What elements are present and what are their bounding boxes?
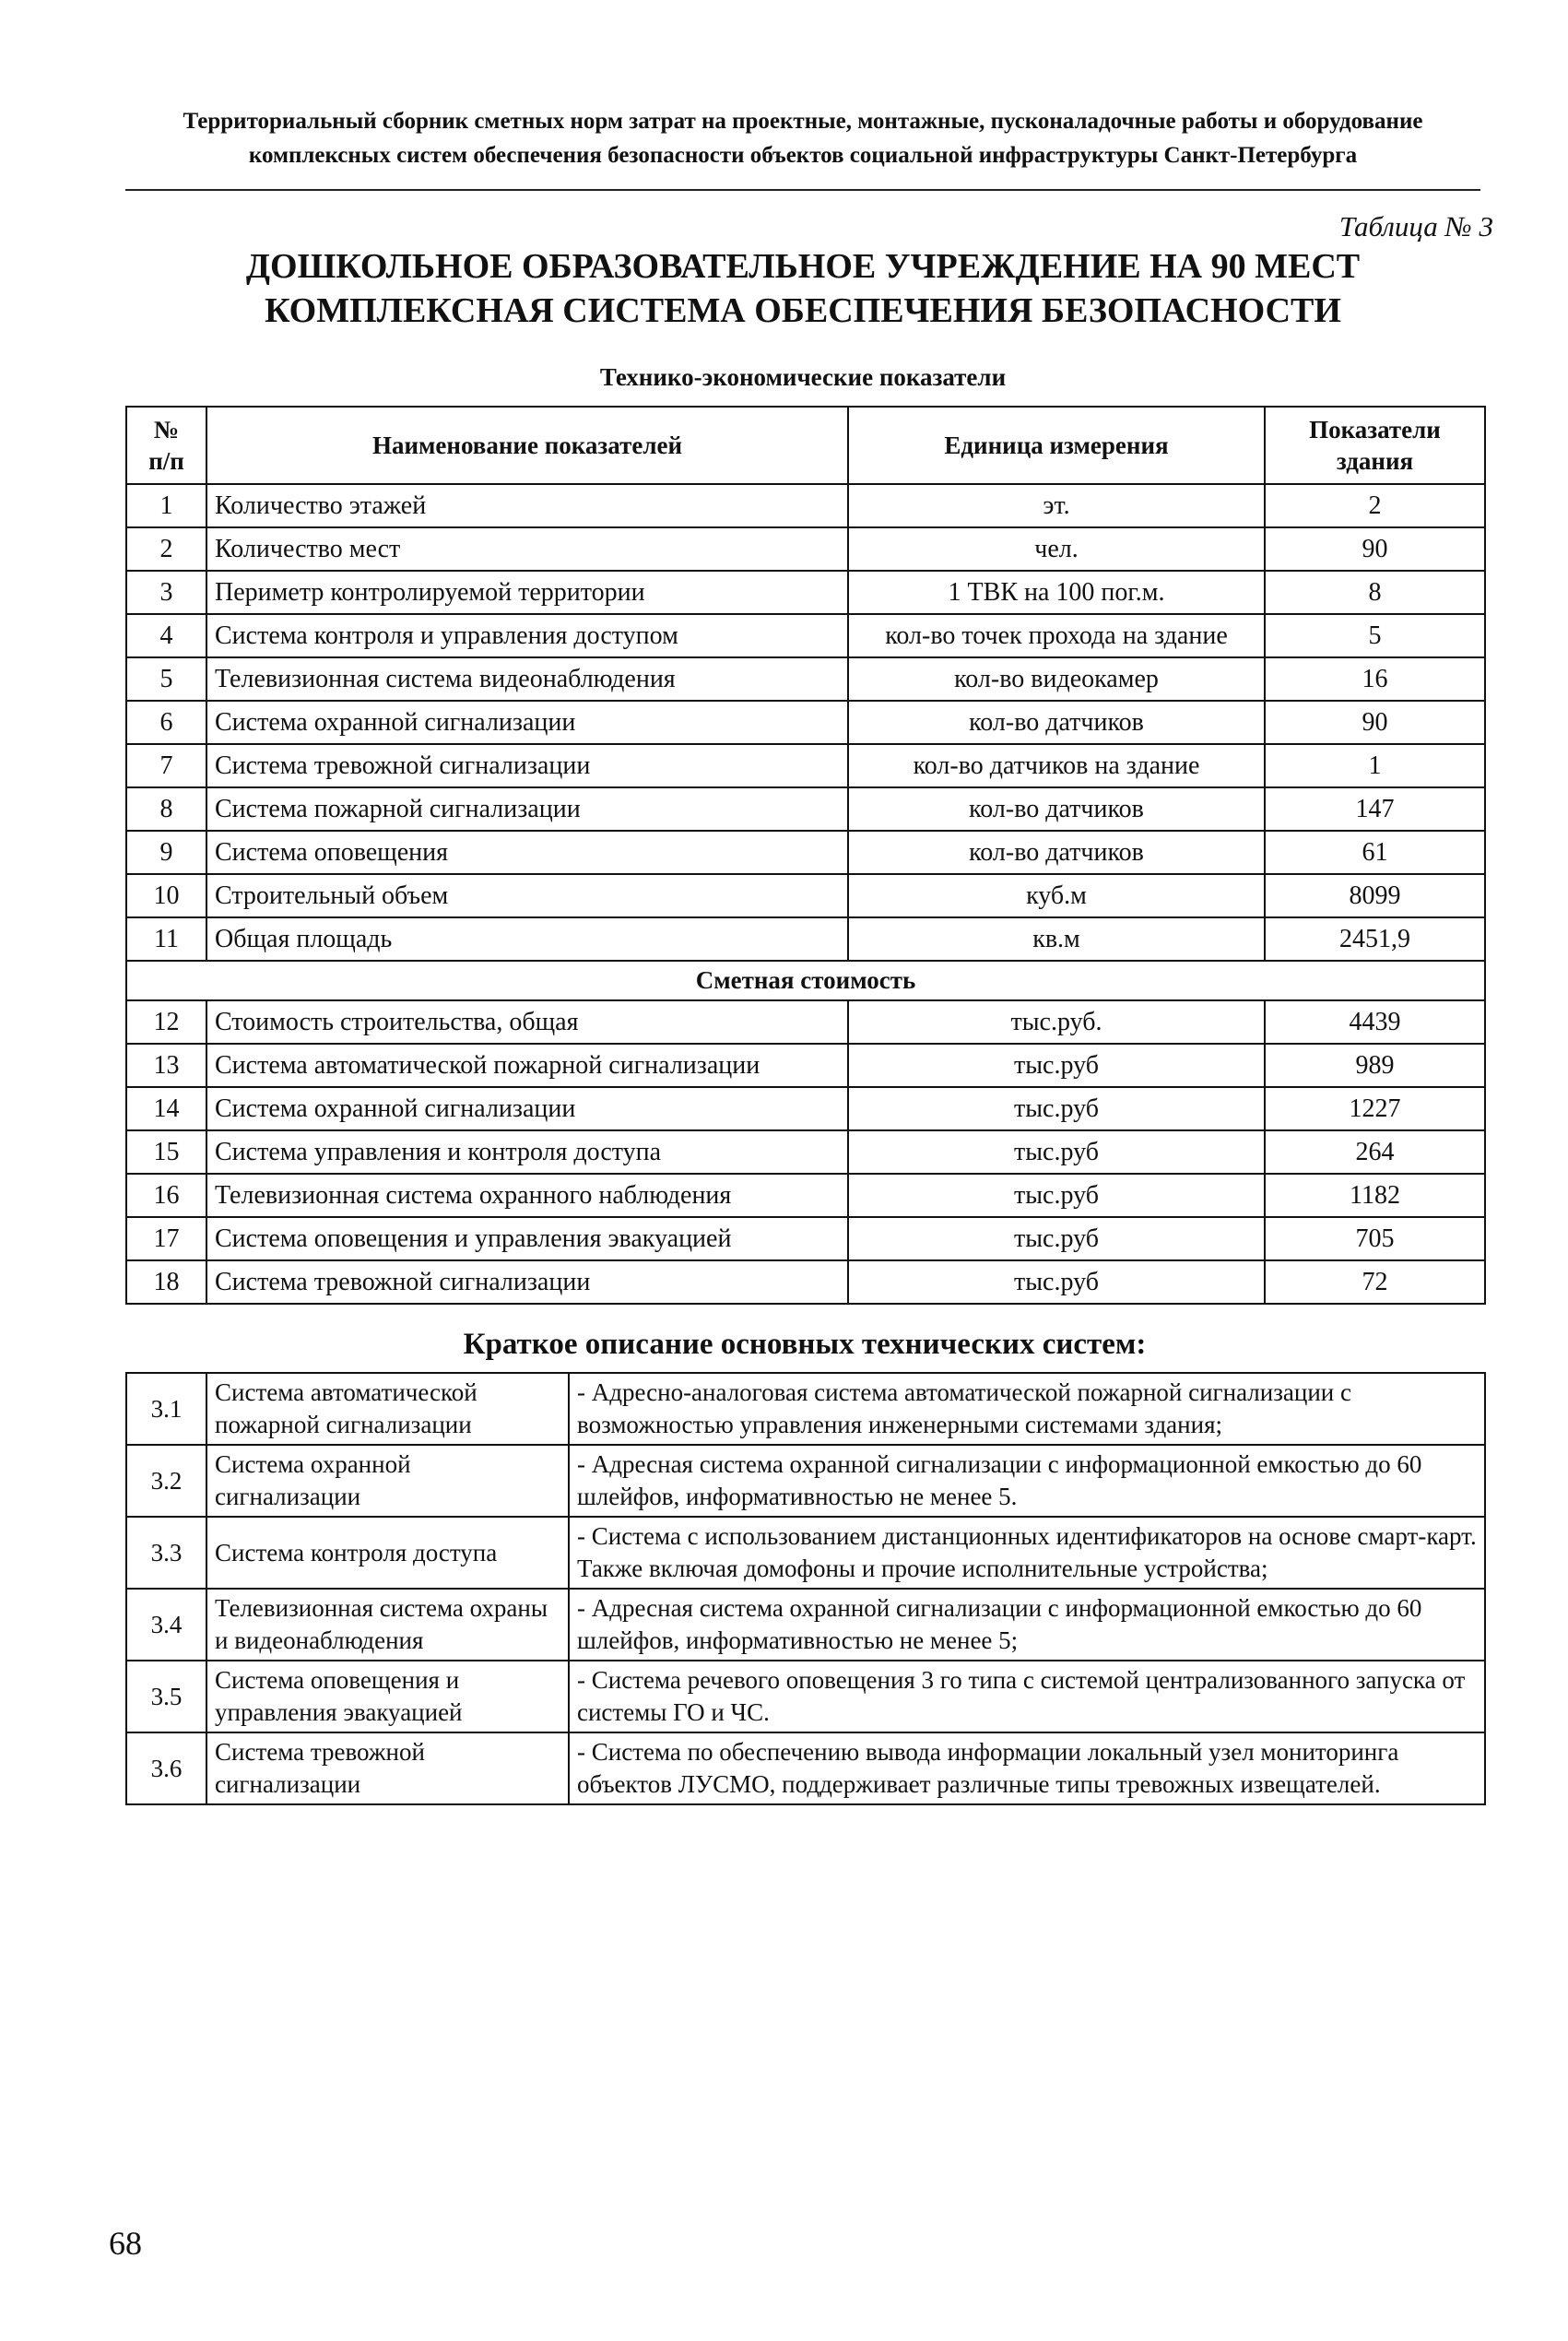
system-num: 3.3	[126, 1517, 206, 1589]
brief-description-table	[125, 1372, 1486, 1805]
table-row	[126, 1732, 1485, 1804]
table-row	[126, 1000, 1485, 1044]
col-header-unit: Единица измерения	[848, 407, 1265, 484]
table-row	[126, 1044, 1485, 1087]
row-unit: чел.	[848, 527, 1265, 571]
row-unit: эт.	[848, 484, 1265, 527]
row-unit: кол-во датчиков на здание	[848, 744, 1265, 787]
row-num: 13	[126, 1044, 206, 1087]
table-row	[126, 571, 1485, 614]
row-name: Система автоматической пожарной сигнализации	[206, 1044, 848, 1087]
row-num: 6	[126, 701, 206, 744]
page-title	[125, 244, 1480, 333]
row-num: 7	[126, 744, 206, 787]
table-row	[126, 874, 1485, 917]
row-num: 1	[126, 484, 206, 527]
table-row	[126, 701, 1485, 744]
table-row	[126, 831, 1485, 874]
row-unit: тыс.руб	[848, 1217, 1265, 1260]
row-value: 8	[1265, 571, 1485, 614]
table-row	[126, 1174, 1485, 1217]
row-value: 8099	[1265, 874, 1485, 917]
row-num: 4	[126, 614, 206, 657]
row-value: 4439	[1265, 1000, 1485, 1044]
system-name: Система охранной сигнализации	[206, 1445, 569, 1517]
header-line-1: Территориальный сборник сметных норм затрат на проектные, монтажные, пусконаладочные работы и оборудование	[183, 109, 1423, 134]
table-row	[126, 1661, 1485, 1732]
row-num: 9	[126, 831, 206, 874]
system-description: - Система речевого оповещения 3 го типа с системой централизованного запуска от системы ГО и ЧС.	[569, 1661, 1485, 1732]
table-row	[126, 614, 1485, 657]
col-header-value	[1265, 407, 1485, 484]
row-value: 5	[1265, 614, 1485, 657]
cost-section-row	[126, 961, 1485, 1000]
table-row	[126, 1130, 1485, 1174]
system-name: Система оповещения и управления эвакуацией	[206, 1661, 569, 1732]
row-value: 2	[1265, 484, 1485, 527]
system-name: Система контроля доступа	[206, 1517, 569, 1589]
row-num: 15	[126, 1130, 206, 1174]
row-name: Система охранной сигнализации	[206, 701, 848, 744]
system-num: 3.1	[126, 1373, 206, 1445]
system-name: Система тревожной сигнализации	[206, 1732, 569, 1804]
row-value: 90	[1265, 527, 1485, 571]
row-num: 12	[126, 1000, 206, 1044]
row-num: 17	[126, 1217, 206, 1260]
col-header-num	[126, 407, 206, 484]
brief-description-title: Краткое описание основных технических систем:	[463, 1328, 1147, 1361]
indicators-caption: Технико-экономические показатели	[599, 363, 1007, 391]
title-line-1: ДОШКОЛЬНОЕ ОБРАЗОВАТЕЛЬНОЕ УЧРЕЖДЕНИЕ НА 90 МЕСТ	[245, 247, 1361, 286]
row-value: 989	[1265, 1044, 1485, 1087]
table-row	[126, 657, 1485, 701]
row-num: 11	[126, 917, 206, 961]
row-unit: тыс.руб	[848, 1260, 1265, 1304]
page-number: 68	[109, 2225, 142, 2262]
col-header-num-line1: №	[153, 416, 180, 443]
table-row	[126, 787, 1485, 831]
table-row	[126, 1217, 1485, 1260]
row-name: Периметр контролируемой территории	[206, 571, 848, 614]
row-unit: кол-во датчиков	[848, 701, 1265, 744]
row-name: Система оповещения	[206, 831, 848, 874]
col-header-num-line2: п/п	[148, 447, 184, 475]
row-name: Система оповещения и управления эвакуацией	[206, 1217, 848, 1260]
row-num: 5	[126, 657, 206, 701]
row-unit: тыс.руб	[848, 1087, 1265, 1130]
row-unit: тыс.руб	[848, 1130, 1265, 1174]
table-row	[126, 1260, 1485, 1304]
row-value: 16	[1265, 657, 1485, 701]
system-name: Телевизионная система охраны и видеонаблюдения	[206, 1589, 569, 1661]
row-num: 18	[126, 1260, 206, 1304]
system-description: - Система с использованием дистанционных идентификаторов на основе смарт-карт. Также включая домофоны и прочие исполнительные устройства;	[569, 1517, 1485, 1589]
row-value: 61	[1265, 831, 1485, 874]
row-value: 264	[1265, 1130, 1485, 1174]
cost-section-title: Сметная стоимость	[126, 961, 1485, 1000]
table-row	[126, 1517, 1485, 1589]
row-value: 90	[1265, 701, 1485, 744]
row-num: 10	[126, 874, 206, 917]
row-value: 1182	[1265, 1174, 1485, 1217]
row-num: 16	[126, 1174, 206, 1217]
row-value: 2451,9	[1265, 917, 1485, 961]
row-num: 14	[126, 1087, 206, 1130]
system-name: Система автоматической пожарной сигнализации	[206, 1373, 569, 1445]
row-name: Стоимость строительства, общая	[206, 1000, 848, 1044]
system-num: 3.4	[126, 1589, 206, 1661]
header-divider	[125, 189, 1480, 191]
row-unit: кол-во датчиков	[848, 787, 1265, 831]
row-name: Система охранной сигнализации	[206, 1087, 848, 1130]
row-unit: тыс.руб	[848, 1044, 1265, 1087]
row-num: 8	[126, 787, 206, 831]
row-unit: куб.м	[848, 874, 1265, 917]
table-row	[126, 527, 1485, 571]
row-unit: кол-во точек прохода на здание	[848, 614, 1265, 657]
row-name: Система тревожной сигнализации	[206, 744, 848, 787]
running-header	[125, 104, 1480, 172]
row-name: Телевизионная система видеонаблюдения	[206, 657, 848, 701]
row-name: Система управления и контроля доступа	[206, 1130, 848, 1174]
header-line-2: комплексных систем обеспечения безопасности объектов социальной инфраструктуры Санкт-Петербурга	[248, 143, 1358, 168]
row-num: 2	[126, 527, 206, 571]
row-unit: кол-во видеокамер	[848, 657, 1265, 701]
row-value: 705	[1265, 1217, 1485, 1260]
row-unit: тыс.руб.	[848, 1000, 1265, 1044]
system-description: - Адресная система охранной сигнализации с информационной емкостью до 60 шлейфов, информативностью не менее 5.	[569, 1445, 1485, 1517]
row-value: 1	[1265, 744, 1485, 787]
col-header-name: Наименование показателей	[206, 407, 848, 484]
row-name: Телевизионная система охранного наблюдения	[206, 1174, 848, 1217]
row-value: 1227	[1265, 1087, 1485, 1130]
indicators-table	[125, 406, 1486, 1305]
table-row	[126, 1087, 1485, 1130]
row-num: 3	[126, 571, 206, 614]
row-name: Система тревожной сигнализации	[206, 1260, 848, 1304]
table-row	[126, 917, 1485, 961]
table-row	[126, 1373, 1485, 1445]
table-row	[126, 484, 1485, 527]
system-description: - Адресная система охранной сигнализации с информационной емкостью до 60 шлейфов, информативностью не менее 5;	[569, 1589, 1485, 1661]
row-unit: тыс.руб	[848, 1174, 1265, 1217]
system-description: - Адресно-аналоговая система автоматической пожарной сигнализации с возможностью управления инженерными системами здания;	[569, 1373, 1485, 1445]
row-name: Количество этажей	[206, 484, 848, 527]
system-num: 3.5	[126, 1661, 206, 1732]
row-value: 72	[1265, 1260, 1485, 1304]
indicators-body	[126, 484, 1485, 1304]
row-name: Строительный объем	[206, 874, 848, 917]
title-line-2: КОМПЛЕКСНАЯ СИСТЕМА ОБЕСПЕЧЕНИЯ БЕЗОПАСНОСТИ	[265, 291, 1341, 330]
col-header-value-line1: Показатели	[1309, 416, 1441, 443]
table-row	[126, 1445, 1485, 1517]
row-name: Система пожарной сигнализации	[206, 787, 848, 831]
row-unit: кв.м	[848, 917, 1265, 961]
table-number: Таблица № 3	[1338, 210, 1493, 242]
row-name: Система контроля и управления доступом	[206, 614, 848, 657]
row-unit: 1 ТВК на 100 пог.м.	[848, 571, 1265, 614]
system-description: - Система по обеспечению вывода информации локальный узел мониторинга объектов ЛУСМО, поддерживает различные типы тревожных извещателей.	[569, 1732, 1485, 1804]
row-name: Количество мест	[206, 527, 848, 571]
row-name: Общая площадь	[206, 917, 848, 961]
row-unit: кол-во датчиков	[848, 831, 1265, 874]
system-num: 3.2	[126, 1445, 206, 1517]
system-num: 3.6	[126, 1732, 206, 1804]
row-value: 147	[1265, 787, 1485, 831]
indicators-header-row	[126, 407, 1485, 484]
table-row	[126, 744, 1485, 787]
table-row	[126, 1589, 1485, 1661]
col-header-value-line2: здания	[1336, 447, 1414, 475]
